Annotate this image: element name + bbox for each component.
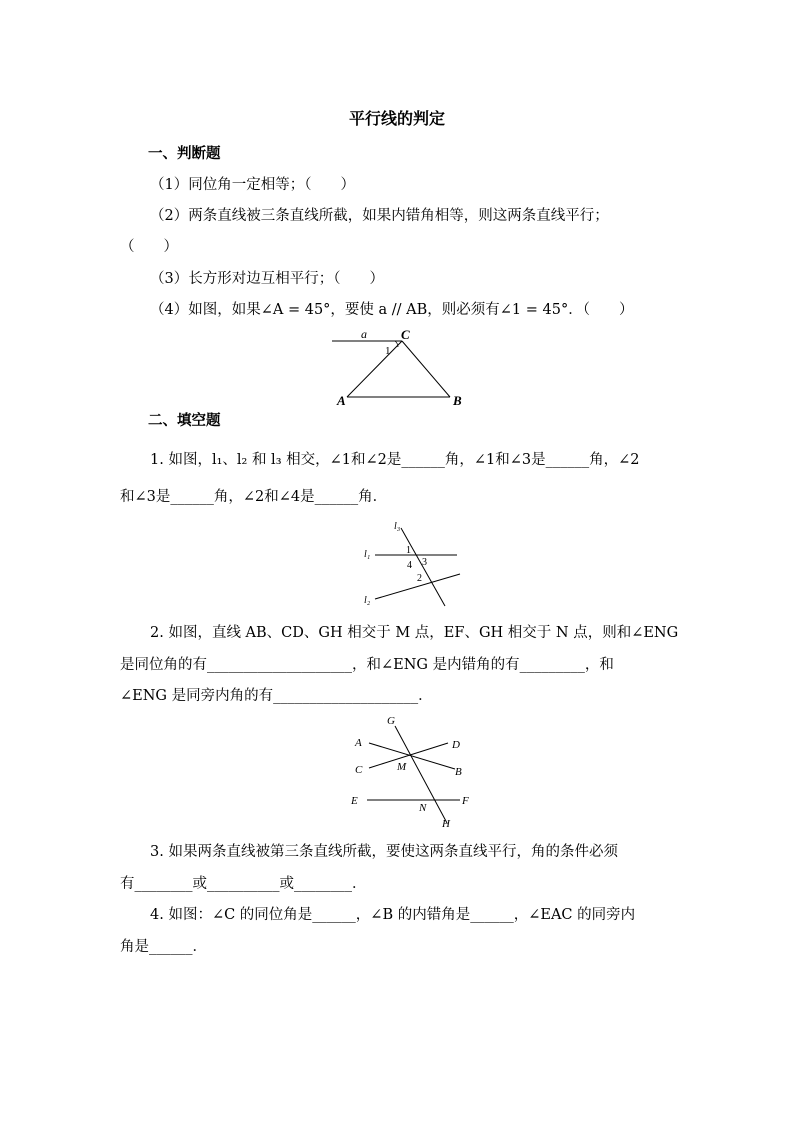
label-n: N	[419, 802, 427, 814]
label-c: C	[355, 764, 363, 776]
label-g: G	[387, 715, 395, 727]
question-4: （4）如图，如果∠A = 45°，要使 a // AB，则必须有∠1 = 45°．（ ）	[150, 302, 634, 318]
label-angle-1: 1	[406, 545, 411, 556]
problem-1-line-1: 1. 如图，l₁、l₂ 和 l₃ 相交，∠1和∠2是______角，∠1和∠3是______角，∠2	[150, 452, 640, 468]
problem-4-line-1: 4. 如图：∠C 的同位角是______，∠B 的内错角是______，∠EAC 的同旁内	[150, 907, 636, 923]
label-angle-2: 2	[417, 573, 422, 584]
label-b: B	[455, 766, 462, 778]
problem-3-line-2: 有________或__________或________．	[120, 876, 367, 892]
page-title: 平行线的判定	[348, 109, 445, 128]
label-a: a	[361, 327, 367, 341]
problem-4-line-2: 角是______．	[120, 939, 207, 955]
label-point-a: A	[337, 393, 346, 408]
question-3: （3）长方形对边互相平行；（ ）	[150, 271, 384, 287]
label-l1: l₁	[364, 549, 371, 560]
line-cb	[402, 341, 450, 397]
question-2-line-2: （ ）	[120, 239, 178, 255]
label-l3: l₃	[394, 521, 401, 532]
problem-2-line-2: 是同位角的有____________________，和∠ENG 是内错角的有_________，和	[120, 657, 614, 673]
problem-3-line-1: 3. 如果两条直线被第三条直线所截，要使这两条直线平行，角的条件必须	[150, 844, 618, 860]
label-angle-4: 4	[407, 560, 412, 571]
label-a: A	[355, 737, 362, 749]
label-h: H	[442, 818, 450, 830]
label-l2: l₂	[364, 595, 371, 606]
problem-2-line-3: ∠ENG 是同旁内角的有____________________．	[120, 688, 433, 704]
problem-2-line-1: 2. 如图，直线 AB、CD、GH 相交于 M 点，EF、GH 相交于 N 点，则和∠ENG	[150, 625, 679, 641]
label-e: E	[351, 795, 358, 807]
problem-1-line-2: 和∠3是______角，∠2和∠4是______角．	[120, 489, 388, 505]
label-c: C	[401, 327, 410, 342]
question-2-line-1: （2）两条直线被三条直线所截，如果内错角相等，则这两条直线平行；	[150, 208, 609, 224]
triangle-figure	[325, 325, 470, 410]
lines-ab-cd-gh-ef-figure	[345, 710, 480, 830]
line-ab	[369, 743, 455, 769]
section-1-heading: 一、判断题	[148, 146, 221, 162]
section-2-heading: 二、填空题	[148, 413, 221, 429]
label-f: F	[462, 795, 469, 807]
label-d: D	[452, 739, 460, 751]
lines-l1-l2-l3-figure	[360, 518, 470, 608]
label-m: M	[397, 761, 407, 773]
question-1: （1）同位角一定相等；（ ）	[150, 177, 355, 193]
label-1: 1	[385, 345, 391, 357]
label-angle-3: 3	[422, 557, 427, 568]
line-ca	[347, 341, 402, 397]
label-point-b: B	[453, 393, 462, 408]
